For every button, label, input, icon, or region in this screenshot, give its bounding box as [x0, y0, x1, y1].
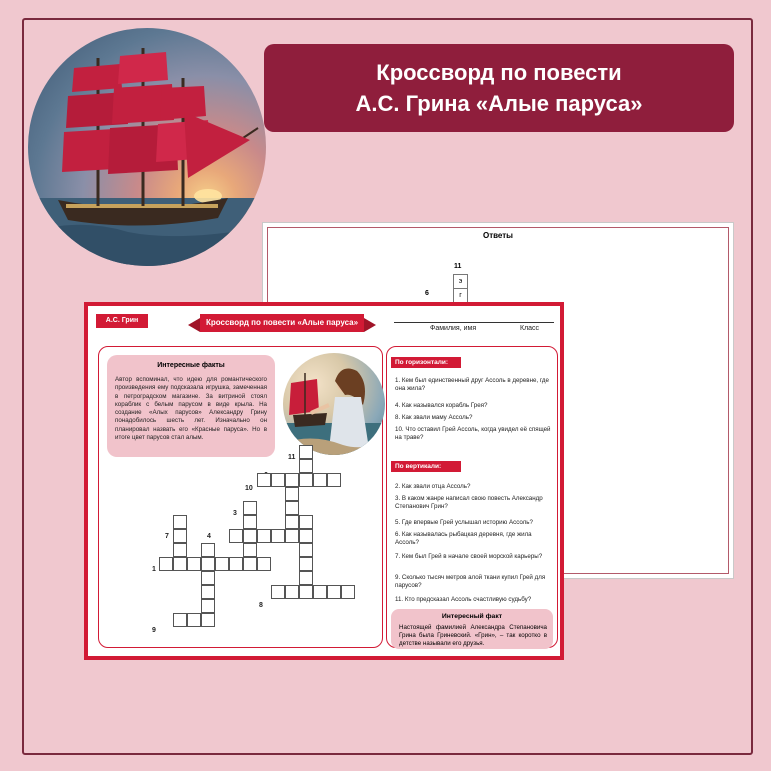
title-ribbon	[188, 314, 376, 332]
clue-horizontal-8: 8. Как звали маму Ассоль?	[395, 414, 473, 421]
crossword-cell[interactable]	[187, 557, 201, 571]
crossword-cell[interactable]	[243, 529, 257, 543]
clue-horizontal-1: 1. Кем был единственный друг Ассоль в деревне, где она жила?	[395, 377, 549, 393]
interesting-fact-box	[391, 609, 553, 649]
crossword-cell[interactable]	[173, 529, 187, 543]
crossword-cell[interactable]	[271, 585, 285, 599]
clue-vertical-2: 2. Как звали отца Ассоль?	[395, 483, 471, 490]
crossword-cell[interactable]	[257, 557, 271, 571]
crossword-cell[interactable]	[313, 585, 327, 599]
name-line	[394, 322, 554, 323]
class-label: Класс	[520, 325, 540, 332]
vertical-label: По вертикали:	[391, 461, 461, 472]
crossword-cell[interactable]	[243, 543, 257, 557]
crossword-cell[interactable]	[201, 613, 215, 627]
crossword-cell[interactable]	[173, 515, 187, 529]
facts-title: Интересные факты	[157, 362, 225, 369]
ship-illustration	[28, 28, 266, 266]
grid-number-10: 10	[245, 485, 253, 492]
crossword-cell[interactable]	[299, 571, 313, 585]
grid-number-1: 1	[152, 566, 156, 573]
crossword-cell[interactable]	[187, 613, 201, 627]
crossword-panel	[98, 346, 383, 648]
grid-number-4: 4	[207, 533, 211, 540]
grid-number-8: 8	[259, 602, 263, 609]
crossword-cell[interactable]	[271, 529, 285, 543]
crossword-cell[interactable]	[271, 473, 285, 487]
title-line-2: А.С. Грина «Алые паруса»	[355, 91, 643, 116]
crossword-cell[interactable]	[299, 459, 313, 473]
crossword-cell[interactable]	[285, 529, 299, 543]
answer-cell: э	[453, 274, 468, 289]
crossword-cell[interactable]	[201, 557, 215, 571]
crossword-cell[interactable]	[299, 473, 313, 487]
clue-horizontal-4: 4. Как назывался корабль Грея?	[395, 402, 488, 409]
crossword-cell[interactable]	[229, 557, 243, 571]
crossword-cell[interactable]	[299, 515, 313, 529]
crossword-cell[interactable]	[243, 501, 257, 515]
interesting-fact-title: Интересный факт	[441, 613, 503, 620]
horizontal-label: По горизонтали:	[391, 357, 461, 368]
title-banner	[264, 44, 734, 132]
crossword-cell[interactable]	[285, 473, 299, 487]
answer-cell: г	[453, 288, 468, 303]
facts-text: Автор вспоминал, что идею для романтического произведения ему подсказала игрушка, замеченная в петроградском магазине. За витриной стоял кораблик с белым парусом в виде крыла. На создание «Алых парусов» Александру Грину понадобилось шесть лет. Изначально он планировал назвать его «Красные паруса». Но в итоге цвет парусов стал алым.	[115, 376, 267, 442]
interesting-fact-text: Настоящей фамилией Александра Степановича Грина была Гриневский. «Грин», – так коротко в детстве называли его друзья.	[399, 624, 547, 647]
crossword-cell[interactable]	[341, 585, 355, 599]
crossword-cell[interactable]	[257, 473, 271, 487]
answer-number: 11	[454, 263, 462, 270]
clue-vertical-3: 3. В каком жанре написал свою повесть Александр Степанович Грин?	[395, 495, 543, 511]
worksheet	[84, 302, 564, 660]
grid-number-3: 3	[233, 510, 237, 517]
questions-panel	[386, 346, 558, 648]
crossword-cell[interactable]	[327, 585, 341, 599]
crossword-cell[interactable]	[299, 445, 313, 459]
clue-vertical-11: 11. Кто предсказал Ассоль счастливую судьбу?	[395, 596, 532, 603]
crossword-cell[interactable]	[285, 501, 299, 515]
crossword-cell[interactable]	[173, 613, 187, 627]
ribbon-title: Кроссворд по повести «Алые паруса»	[200, 314, 364, 332]
crossword-cell[interactable]	[215, 557, 229, 571]
answer-number: 6	[425, 290, 429, 297]
crossword-cell[interactable]	[299, 557, 313, 571]
clue-vertical-9: 9. Сколько тысяч метров алой ткани купил Грей для парусов?	[395, 574, 546, 590]
crossword-cell[interactable]	[257, 529, 271, 543]
clue-vertical-6: 6. Как называлась рыбацкая деревня, где жила Ассоль?	[395, 531, 532, 547]
crossword-cell[interactable]	[327, 473, 341, 487]
crossword-cell[interactable]	[313, 473, 327, 487]
answers-title: Ответы	[482, 231, 514, 240]
grid-number-7: 7	[165, 533, 169, 540]
crossword-cell[interactable]	[201, 543, 215, 557]
facts-box	[107, 355, 275, 457]
title-line-1: Кроссворд по повести	[376, 60, 622, 85]
crossword-cell[interactable]	[285, 515, 299, 529]
crossword-cell[interactable]	[201, 571, 215, 585]
crossword-cell[interactable]	[229, 529, 243, 543]
author-tag: А.С. Грин	[96, 314, 148, 328]
crossword-cell[interactable]	[299, 529, 313, 543]
crossword-cell[interactable]	[285, 585, 299, 599]
clue-vertical-7: 7. Кем был Грей в начале своей морской карьеры?	[395, 553, 543, 560]
grid-number-9: 9	[152, 627, 156, 634]
name-label: Фамилия, имя	[430, 325, 477, 332]
crossword-cell[interactable]	[243, 557, 257, 571]
crossword-cell[interactable]	[201, 599, 215, 613]
crossword-cell[interactable]	[173, 557, 187, 571]
crossword-cell[interactable]	[243, 515, 257, 529]
crossword-cell[interactable]	[299, 543, 313, 557]
crossword-cell[interactable]	[285, 487, 299, 501]
clue-horizontal-10: 10. Что оставил Грей Ассоль, когда увидел её спящей на траве?	[395, 426, 551, 442]
clue-vertical-5: 5. Где впервые Грей услышал историю Ассоль?	[395, 519, 533, 526]
grid-number-11: 11	[288, 454, 296, 461]
crossword-cell[interactable]	[201, 585, 215, 599]
crossword-cell[interactable]	[299, 585, 313, 599]
girl-illustration	[283, 353, 385, 455]
crossword-cell[interactable]	[173, 543, 187, 557]
crossword-cell[interactable]	[159, 557, 173, 571]
